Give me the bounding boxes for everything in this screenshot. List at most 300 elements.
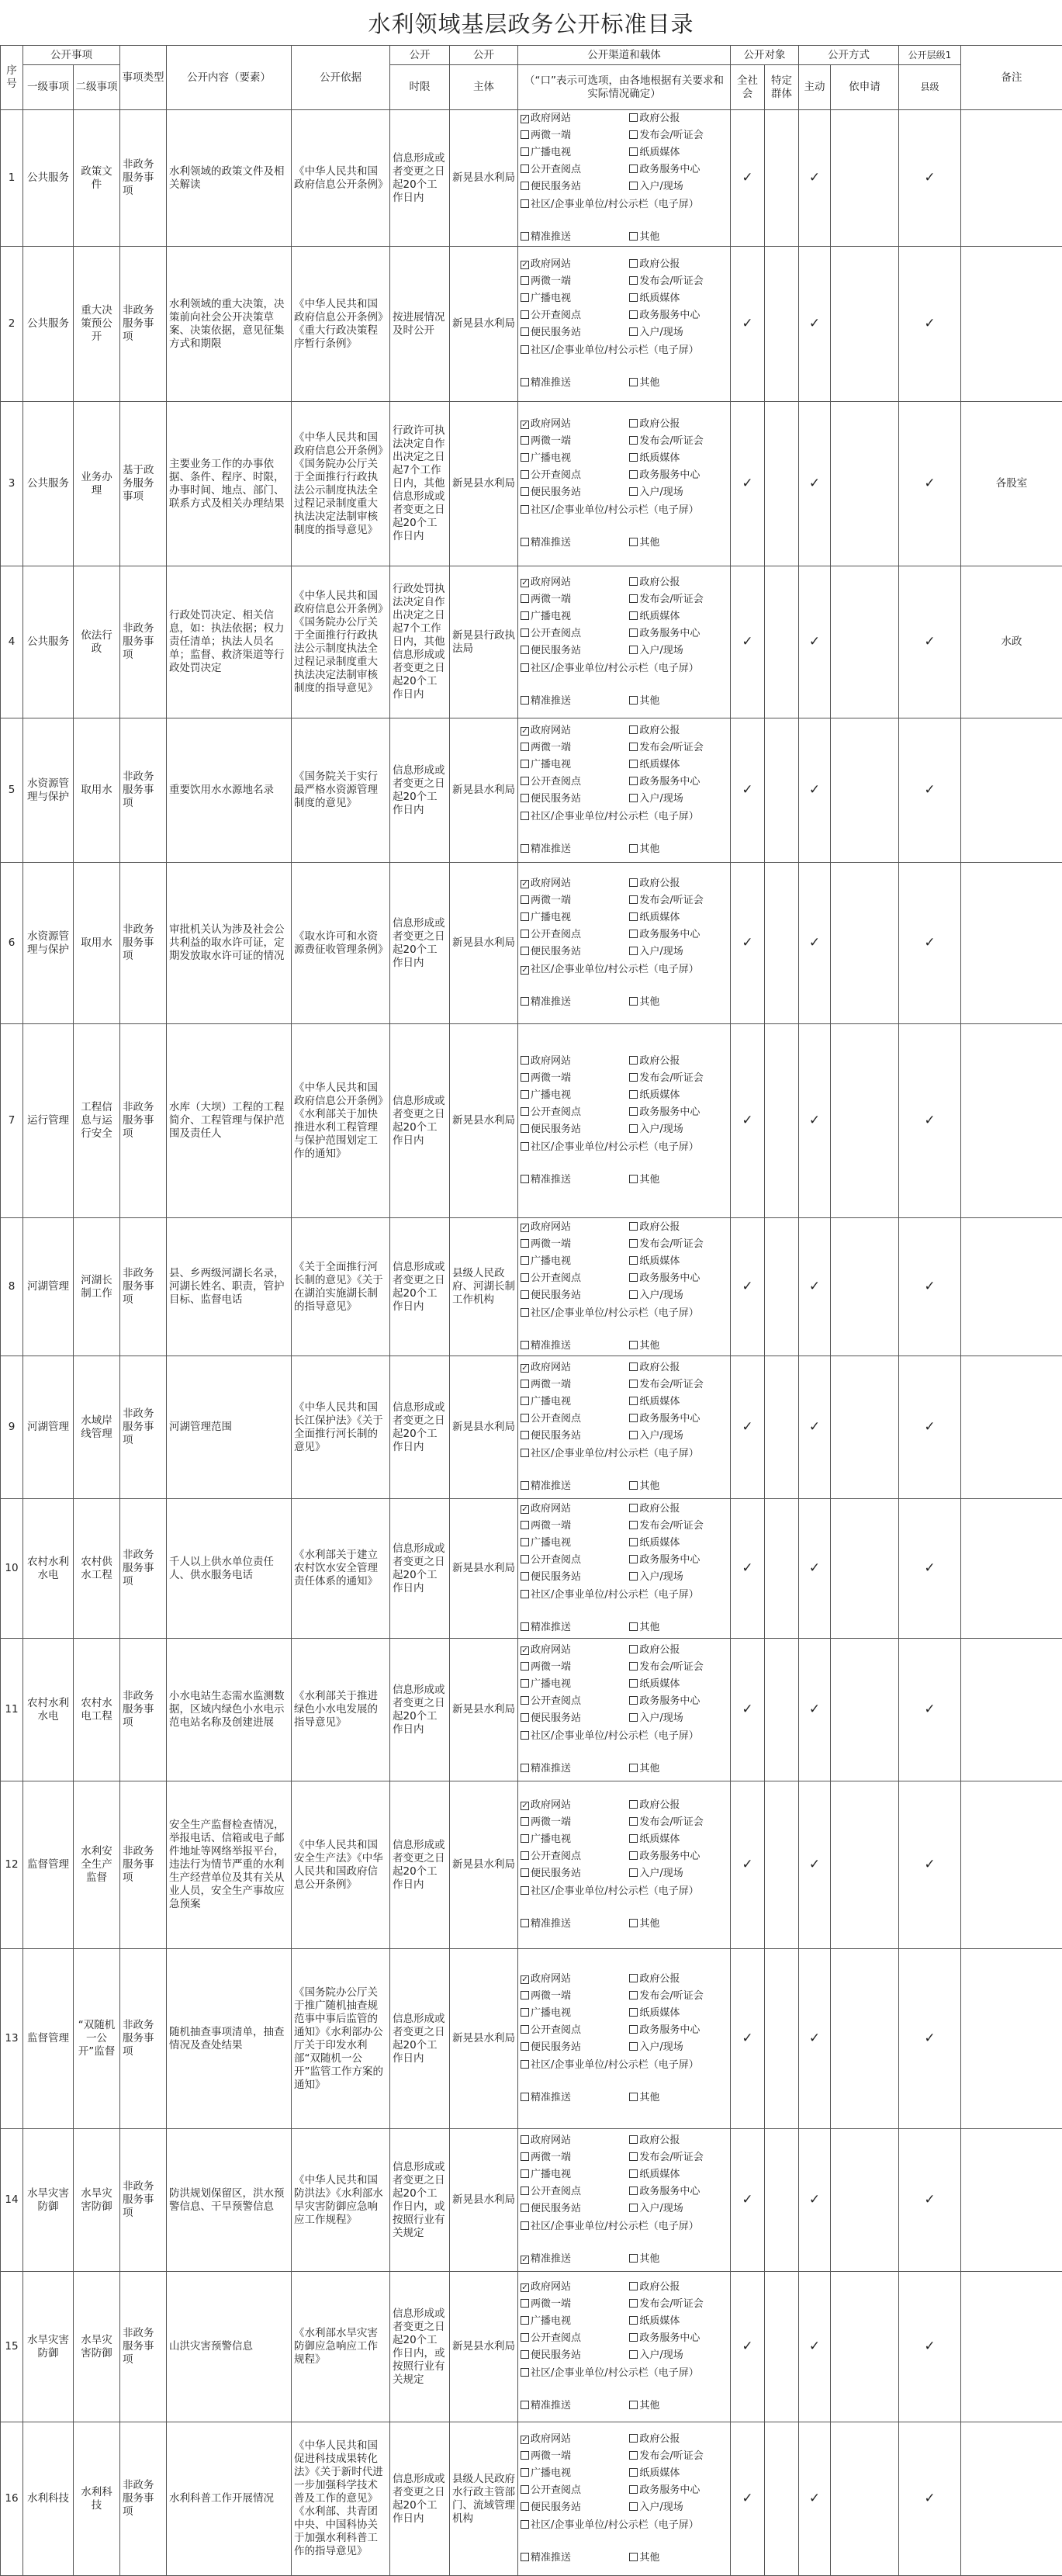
checkbox-icon[interactable] <box>629 794 638 802</box>
checkbox-icon[interactable] <box>629 1175 638 1183</box>
channel-option[interactable] <box>521 892 629 909</box>
checkbox-icon[interactable] <box>629 436 638 445</box>
channel-option[interactable] <box>629 1501 725 1518</box>
channel-option[interactable] <box>521 1338 629 1355</box>
channel-option[interactable] <box>521 2279 629 2296</box>
channel-option[interactable] <box>521 1446 699 1461</box>
checkbox-icon[interactable] <box>629 259 638 268</box>
checkbox-icon[interactable] <box>521 1431 529 1439</box>
checkbox-icon[interactable] <box>521 1239 529 1248</box>
channel-option[interactable] <box>521 1831 629 1848</box>
checkbox-icon[interactable] <box>521 1868 529 1877</box>
channel-option[interactable] <box>521 2166 629 2183</box>
checkbox-icon[interactable] <box>629 2169 638 2178</box>
channel-option[interactable] <box>521 875 629 892</box>
channel-option[interactable] <box>521 450 629 467</box>
checkbox-icon[interactable] <box>521 646 529 654</box>
checkbox-icon[interactable] <box>629 1107 638 1116</box>
channel-option[interactable] <box>521 1619 629 1636</box>
channel-option[interactable] <box>629 2183 725 2200</box>
checkbox-icon[interactable] <box>521 2186 529 2195</box>
checkbox-icon[interactable] <box>629 1397 638 1405</box>
channel-option[interactable] <box>629 1070 725 1087</box>
checkbox-icon[interactable] <box>629 1713 638 1722</box>
checkbox-icon[interactable] <box>629 1800 638 1809</box>
channel-option[interactable] <box>629 757 725 774</box>
channel-option[interactable] <box>629 1411 725 1428</box>
channel-option[interactable] <box>521 256 629 273</box>
checkbox-icon[interactable] <box>521 147 529 156</box>
channel-option[interactable] <box>629 1359 725 1376</box>
checked-box-icon[interactable] <box>521 421 529 429</box>
checked-box-icon[interactable] <box>521 115 529 123</box>
channel-option[interactable] <box>629 1710 725 1727</box>
checkbox-icon[interactable] <box>629 2350 638 2359</box>
checkbox-icon[interactable] <box>521 1481 529 1490</box>
channel-option[interactable] <box>629 273 725 290</box>
checkbox-icon[interactable] <box>629 1851 638 1860</box>
channel-option[interactable] <box>521 1693 629 1710</box>
checkbox-icon[interactable] <box>629 725 638 734</box>
checkbox-icon[interactable] <box>629 743 638 751</box>
channel-option[interactable] <box>521 739 629 757</box>
channel-option[interactable] <box>629 2313 725 2330</box>
checked-box-icon[interactable] <box>521 966 529 975</box>
channel-option[interactable] <box>629 2166 725 2183</box>
channel-option[interactable] <box>629 608 725 625</box>
checkbox-icon[interactable] <box>629 1256 638 1265</box>
checkbox-icon[interactable] <box>521 1662 529 1671</box>
checkbox-icon[interactable] <box>629 453 638 462</box>
checkbox-icon[interactable] <box>521 1572 529 1581</box>
checkbox-icon[interactable] <box>521 1590 529 1598</box>
channel-option[interactable] <box>521 2431 629 2448</box>
channel-option[interactable] <box>629 1916 725 1933</box>
checkbox-icon[interactable] <box>629 1974 638 1982</box>
checkbox-icon[interactable] <box>521 310 529 319</box>
checkbox-icon[interactable] <box>521 628 529 637</box>
channel-option[interactable] <box>521 943 629 961</box>
channel-option[interactable] <box>521 757 629 774</box>
channel-option[interactable] <box>629 1287 725 1304</box>
channel-option[interactable] <box>629 1988 725 2005</box>
checkbox-icon[interactable] <box>629 1919 638 1927</box>
channel-option[interactable] <box>521 2090 629 2107</box>
checkbox-icon[interactable] <box>521 276 529 285</box>
checkbox-icon[interactable] <box>629 1521 638 1529</box>
checkbox-icon[interactable] <box>521 930 529 938</box>
channel-option[interactable] <box>521 1219 629 1236</box>
channel-option[interactable] <box>521 2465 629 2482</box>
checkbox-icon[interactable] <box>521 293 529 302</box>
channel-option[interactable] <box>521 416 629 433</box>
checkbox-icon[interactable] <box>521 997 529 1006</box>
checkbox-icon[interactable] <box>521 1919 529 1927</box>
channel-option[interactable] <box>629 2022 725 2039</box>
channel-option[interactable] <box>521 503 699 518</box>
checkbox-icon[interactable] <box>629 997 638 1006</box>
channel-option[interactable] <box>629 535 725 552</box>
checkbox-icon[interactable] <box>521 1886 529 1895</box>
checkbox-icon[interactable] <box>521 1991 529 2000</box>
checkbox-icon[interactable] <box>521 378 529 386</box>
channel-option[interactable] <box>521 144 629 161</box>
checked-box-icon[interactable] <box>521 1224 529 1232</box>
checkbox-icon[interactable] <box>521 232 529 241</box>
checkbox-icon[interactable] <box>629 164 638 173</box>
checkbox-icon[interactable] <box>629 2333 638 2342</box>
checkbox-icon[interactable] <box>629 2008 638 2017</box>
channel-option[interactable] <box>521 161 629 178</box>
checkbox-icon[interactable] <box>629 310 638 319</box>
checkbox-icon[interactable] <box>521 2299 529 2308</box>
checkbox-icon[interactable] <box>629 2042 638 2051</box>
checkbox-icon[interactable] <box>629 947 638 955</box>
checkbox-icon[interactable] <box>629 2451 638 2460</box>
checkbox-icon[interactable] <box>629 777 638 785</box>
channel-option[interactable] <box>521 467 629 484</box>
channel-option[interactable] <box>521 2005 629 2022</box>
channel-option[interactable] <box>521 1287 629 1304</box>
channel-option[interactable] <box>521 1087 629 1104</box>
channel-option[interactable] <box>521 1121 629 1138</box>
channel-option[interactable] <box>521 642 629 660</box>
checkbox-icon[interactable] <box>629 378 638 386</box>
checkbox-icon[interactable] <box>521 1851 529 1860</box>
checkbox-icon[interactable] <box>629 1555 638 1563</box>
channel-option[interactable] <box>629 2251 725 2268</box>
channel-option[interactable] <box>629 1831 725 1848</box>
channel-option[interactable] <box>521 841 629 858</box>
checkbox-icon[interactable] <box>629 130 638 139</box>
channel-option[interactable] <box>629 229 725 246</box>
checkbox-icon[interactable] <box>521 696 529 705</box>
checkbox-icon[interactable] <box>629 1273 638 1282</box>
checkbox-icon[interactable] <box>629 2316 638 2325</box>
channel-option[interactable] <box>629 2330 725 2347</box>
checkbox-icon[interactable] <box>629 2186 638 2195</box>
checkbox-icon[interactable] <box>629 2204 638 2212</box>
channel-option[interactable] <box>521 1306 699 1321</box>
checkbox-icon[interactable] <box>521 2316 529 2325</box>
checkbox-icon[interactable] <box>629 293 638 302</box>
checkbox-icon[interactable] <box>521 844 529 853</box>
channel-option[interactable] <box>521 1659 629 1676</box>
channel-option[interactable] <box>629 774 725 791</box>
channel-option[interactable] <box>629 1761 725 1778</box>
channel-option[interactable] <box>629 484 725 501</box>
checkbox-icon[interactable] <box>521 611 529 620</box>
checkbox-icon[interactable] <box>521 1817 529 1826</box>
checkbox-icon[interactable] <box>521 1175 529 1183</box>
channel-option[interactable] <box>629 722 725 739</box>
checkbox-icon[interactable] <box>521 1142 529 1151</box>
channel-option[interactable] <box>629 324 725 341</box>
checkbox-icon[interactable] <box>629 844 638 853</box>
channel-option[interactable] <box>629 1569 725 1586</box>
channel-option[interactable] <box>629 127 725 144</box>
channel-option[interactable] <box>629 2482 725 2499</box>
checkbox-icon[interactable] <box>629 1696 638 1705</box>
checkbox-icon[interactable] <box>521 2350 529 2359</box>
channel-option[interactable] <box>521 2347 629 2364</box>
channel-option[interactable] <box>521 2482 629 2499</box>
checkbox-icon[interactable] <box>629 1817 638 1826</box>
checkbox-icon[interactable] <box>521 470 529 479</box>
checkbox-icon[interactable] <box>629 1341 638 1349</box>
checkbox-icon[interactable] <box>629 2434 638 2443</box>
channel-option[interactable] <box>521 1172 629 1189</box>
checkbox-icon[interactable] <box>521 538 529 546</box>
checkbox-icon[interactable] <box>629 1764 638 1772</box>
channel-option[interactable] <box>521 1729 699 1743</box>
checkbox-icon[interactable] <box>629 470 638 479</box>
channel-option[interactable] <box>521 2313 629 2330</box>
channel-option[interactable] <box>521 127 629 144</box>
checked-box-icon[interactable] <box>521 261 529 269</box>
checkbox-icon[interactable] <box>629 1538 638 1546</box>
channel-option[interactable] <box>521 290 629 307</box>
channel-option[interactable] <box>629 2296 725 2313</box>
channel-option[interactable] <box>629 1797 725 1814</box>
channel-option[interactable] <box>521 722 629 739</box>
checkbox-icon[interactable] <box>629 276 638 285</box>
channel-option[interactable] <box>629 1172 725 1189</box>
checkbox-icon[interactable] <box>629 930 638 938</box>
channel-option[interactable] <box>629 1428 725 1445</box>
checkbox-icon[interactable] <box>629 2485 638 2494</box>
channel-option[interactable] <box>521 962 699 977</box>
channel-option[interactable] <box>629 926 725 943</box>
checkbox-icon[interactable] <box>521 777 529 785</box>
checkbox-icon[interactable] <box>521 2152 529 2161</box>
channel-option[interactable] <box>521 1971 629 1988</box>
channel-option[interactable] <box>629 1270 725 1287</box>
channel-option[interactable] <box>629 574 725 591</box>
channel-option[interactable] <box>521 1569 629 1586</box>
checked-box-icon[interactable] <box>521 727 529 736</box>
channel-option[interactable] <box>629 1376 725 1394</box>
checkbox-icon[interactable] <box>629 327 638 336</box>
checkbox-icon[interactable] <box>521 2401 529 2409</box>
channel-option[interactable] <box>521 1376 629 1394</box>
checkbox-icon[interactable] <box>629 1056 638 1065</box>
checkbox-icon[interactable] <box>629 1380 638 1388</box>
channel-option[interactable] <box>521 2132 629 2149</box>
channel-option[interactable] <box>521 2366 699 2380</box>
channel-option[interactable] <box>521 574 629 591</box>
checkbox-icon[interactable] <box>521 436 529 445</box>
checkbox-icon[interactable] <box>521 1256 529 1265</box>
channel-option[interactable] <box>629 416 725 433</box>
channel-option[interactable] <box>629 2279 725 2296</box>
channel-option[interactable] <box>629 307 725 324</box>
channel-option[interactable] <box>629 110 725 127</box>
channel-option[interactable] <box>629 943 725 961</box>
channel-option[interactable] <box>629 2132 725 2149</box>
channel-option[interactable] <box>521 484 629 501</box>
checkbox-icon[interactable] <box>629 2025 638 2034</box>
channel-option[interactable] <box>629 2090 725 2107</box>
checkbox-icon[interactable] <box>521 1555 529 1563</box>
checkbox-icon[interactable] <box>521 487 529 496</box>
channel-option[interactable] <box>521 1916 629 1933</box>
checkbox-icon[interactable] <box>629 1073 638 1082</box>
checkbox-icon[interactable] <box>629 113 638 122</box>
checkbox-icon[interactable] <box>521 2485 529 2494</box>
checkbox-icon[interactable] <box>521 2553 529 2561</box>
checkbox-icon[interactable] <box>521 164 529 173</box>
checkbox-icon[interactable] <box>521 912 529 921</box>
channel-option[interactable] <box>629 1236 725 1253</box>
channel-option[interactable] <box>521 1428 629 1445</box>
checkbox-icon[interactable] <box>521 743 529 751</box>
checkbox-icon[interactable] <box>521 2333 529 2342</box>
channel-option[interactable] <box>629 1848 725 1865</box>
channel-option[interactable] <box>629 2005 725 2022</box>
checkbox-icon[interactable] <box>629 696 638 705</box>
checkbox-icon[interactable] <box>629 577 638 586</box>
checkbox-icon[interactable] <box>629 760 638 768</box>
channel-option[interactable] <box>629 2200 725 2218</box>
checkbox-icon[interactable] <box>521 812 529 820</box>
checkbox-icon[interactable] <box>521 345 529 354</box>
checkbox-icon[interactable] <box>629 895 638 904</box>
channel-option[interactable] <box>521 2022 629 2039</box>
checkbox-icon[interactable] <box>521 1290 529 1299</box>
channel-option[interactable] <box>629 1619 725 1636</box>
checkbox-icon[interactable] <box>521 1834 529 1843</box>
checkbox-icon[interactable] <box>521 2520 529 2529</box>
checkbox-icon[interactable] <box>629 1362 638 1371</box>
channel-option[interactable] <box>629 256 725 273</box>
channel-option[interactable] <box>521 926 629 943</box>
channel-option[interactable] <box>521 1140 699 1155</box>
channel-option[interactable] <box>521 2330 629 2347</box>
checkbox-icon[interactable] <box>629 611 638 620</box>
checkbox-icon[interactable] <box>629 1622 638 1631</box>
channel-option[interactable] <box>521 994 629 1011</box>
channel-option[interactable] <box>521 197 699 212</box>
channel-option[interactable] <box>629 591 725 608</box>
channel-option[interactable] <box>629 1394 725 1411</box>
checkbox-icon[interactable] <box>521 1073 529 1082</box>
checkbox-icon[interactable] <box>629 1431 638 1439</box>
checkbox-icon[interactable] <box>629 2135 638 2144</box>
channel-option[interactable] <box>521 1394 629 1411</box>
channel-option[interactable] <box>629 2499 725 2516</box>
checkbox-icon[interactable] <box>521 130 529 139</box>
channel-option[interactable] <box>629 1814 725 1831</box>
checkbox-icon[interactable] <box>629 2282 638 2290</box>
checkbox-icon[interactable] <box>629 878 638 887</box>
checkbox-icon[interactable] <box>629 2401 638 2409</box>
checkbox-icon[interactable] <box>629 2152 638 2161</box>
checkbox-icon[interactable] <box>629 538 638 546</box>
channel-option[interactable] <box>521 1884 699 1899</box>
checkbox-icon[interactable] <box>629 1991 638 2000</box>
channel-option[interactable] <box>629 144 725 161</box>
checked-box-icon[interactable] <box>521 880 529 888</box>
channel-option[interactable] <box>521 1587 699 1602</box>
channel-option[interactable] <box>521 178 629 196</box>
channel-option[interactable] <box>521 2149 629 2166</box>
channel-option[interactable] <box>521 2219 699 2234</box>
checked-box-icon[interactable] <box>521 1646 529 1655</box>
checked-box-icon[interactable] <box>521 2283 529 2292</box>
checkbox-icon[interactable] <box>521 1341 529 1349</box>
channel-option[interactable] <box>521 661 699 676</box>
channel-option[interactable] <box>629 467 725 484</box>
channel-option[interactable] <box>629 841 725 858</box>
channel-option[interactable] <box>521 1988 629 2005</box>
checkbox-icon[interactable] <box>629 1290 638 1299</box>
channel-option[interactable] <box>629 1676 725 1693</box>
channel-option[interactable] <box>521 2518 699 2533</box>
channel-option[interactable] <box>629 1535 725 1552</box>
channel-option[interactable] <box>629 2149 725 2166</box>
channel-option[interactable] <box>629 739 725 757</box>
channel-option[interactable] <box>521 909 629 926</box>
checkbox-icon[interactable] <box>629 912 638 921</box>
channel-option[interactable] <box>629 1865 725 1882</box>
channel-option[interactable] <box>629 1253 725 1270</box>
checkbox-icon[interactable] <box>629 1645 638 1653</box>
checkbox-icon[interactable] <box>521 1056 529 1065</box>
checkbox-icon[interactable] <box>629 628 638 637</box>
checkbox-icon[interactable] <box>629 232 638 241</box>
checked-box-icon[interactable] <box>521 1802 529 1810</box>
channel-option[interactable] <box>521 1676 629 1693</box>
channel-option[interactable] <box>521 809 699 824</box>
checkbox-icon[interactable] <box>521 1521 529 1529</box>
checkbox-icon[interactable] <box>629 1868 638 1877</box>
checkbox-icon[interactable] <box>521 1679 529 1688</box>
checkbox-icon[interactable] <box>629 1090 638 1099</box>
channel-option[interactable] <box>629 178 725 196</box>
channel-option[interactable] <box>629 2398 725 2415</box>
checkbox-icon[interactable] <box>521 947 529 955</box>
checkbox-icon[interactable] <box>521 2042 529 2051</box>
channel-option[interactable] <box>521 1552 629 1569</box>
channel-option[interactable] <box>521 343 699 358</box>
channel-option[interactable] <box>521 2058 699 2072</box>
checkbox-icon[interactable] <box>629 2502 638 2511</box>
channel-option[interactable] <box>629 2448 725 2465</box>
checkbox-icon[interactable] <box>521 663 529 672</box>
checkbox-icon[interactable] <box>521 594 529 603</box>
channel-option[interactable] <box>521 1814 629 1831</box>
channel-option[interactable] <box>521 2183 629 2200</box>
channel-option[interactable] <box>629 290 725 307</box>
checkbox-icon[interactable] <box>629 487 638 496</box>
channel-option[interactable] <box>629 642 725 660</box>
checkbox-icon[interactable] <box>521 1124 529 1133</box>
channel-option[interactable] <box>521 433 629 450</box>
channel-option[interactable] <box>521 1642 629 1659</box>
channel-option[interactable] <box>629 375 725 392</box>
channel-option[interactable] <box>629 433 725 450</box>
channel-option[interactable] <box>629 2465 725 2482</box>
checkbox-icon[interactable] <box>521 1414 529 1422</box>
channel-option[interactable] <box>521 273 629 290</box>
channel-option[interactable] <box>629 875 725 892</box>
checkbox-icon[interactable] <box>521 1308 529 1317</box>
channel-option[interactable] <box>521 1070 629 1087</box>
channel-option[interactable] <box>629 1478 725 1495</box>
channel-option[interactable] <box>629 791 725 808</box>
channel-option[interactable] <box>521 1053 629 1070</box>
